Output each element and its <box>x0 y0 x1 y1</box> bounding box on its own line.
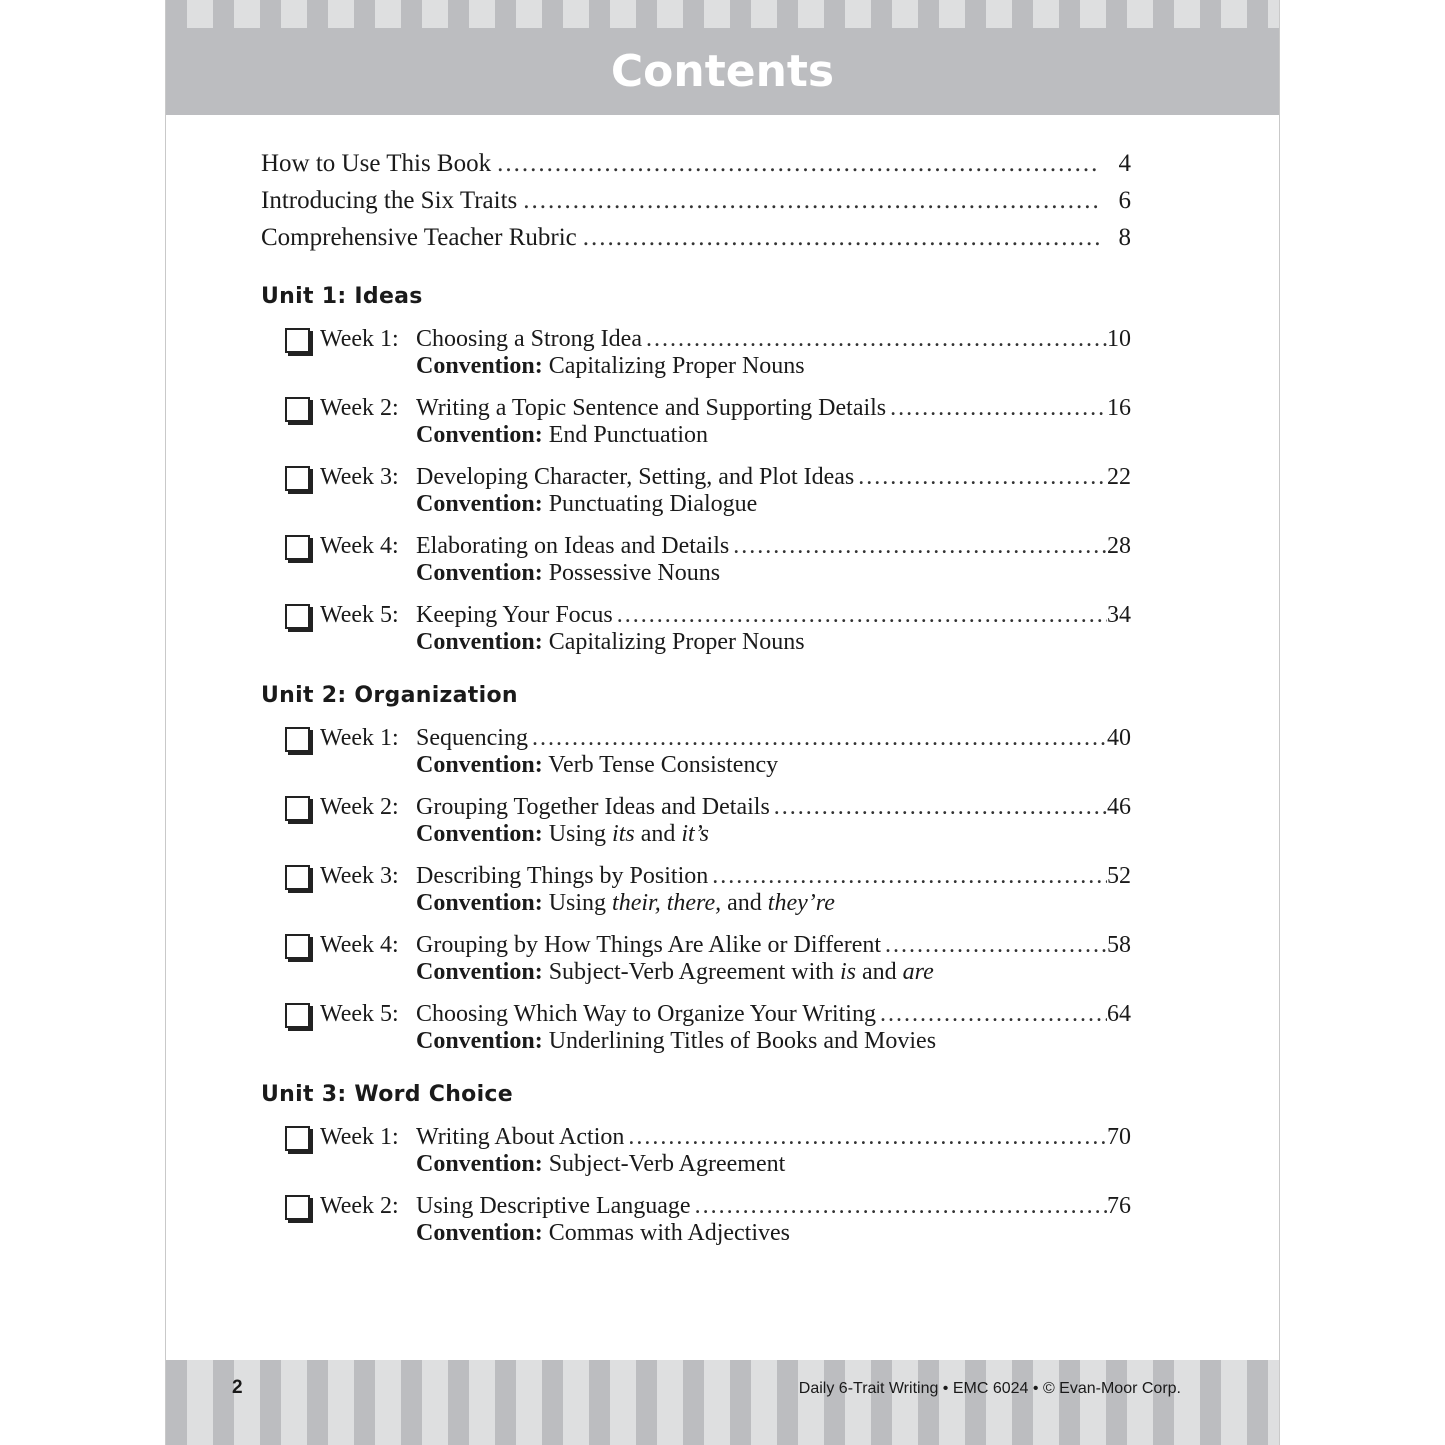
week-title: Keeping Your Focus <box>416 602 613 628</box>
week-label: Week 4: <box>320 932 399 958</box>
convention-line <box>416 1220 1131 1247</box>
week-page: 22 <box>1107 464 1131 490</box>
convention-text: Using <box>548 890 607 916</box>
week-page: 40 <box>1107 725 1131 751</box>
dot-leader <box>583 219 1101 256</box>
checkbox[interactable] <box>285 604 310 629</box>
week-label: Week 1: <box>320 326 399 352</box>
toc-entry-label: Introducing the Six Traits <box>261 187 518 214</box>
week-label: Week 3: <box>320 464 399 490</box>
table-of-contents <box>261 145 1131 1247</box>
dot-leader <box>880 1000 1107 1028</box>
week-title: Grouping Together Ideas and Details <box>416 794 770 820</box>
week-label: Week 5: <box>320 1001 399 1027</box>
convention-term: its <box>612 821 635 847</box>
week-entry <box>261 1123 1131 1178</box>
week-entry <box>261 931 1131 986</box>
week-page: 46 <box>1107 794 1131 820</box>
footer-band <box>166 1360 1279 1445</box>
convention-term: are <box>902 959 934 985</box>
week-entry <box>261 1000 1131 1055</box>
checkbox[interactable] <box>285 397 310 422</box>
toc-entry-page: 8 <box>1118 224 1131 251</box>
unit-heading: Unit 3: Word Choice <box>261 1082 513 1107</box>
week-title: Choosing a Strong Idea <box>416 326 642 352</box>
convention-term: they’re <box>767 890 835 916</box>
dot-leader <box>646 325 1107 353</box>
week-page: 52 <box>1107 863 1131 889</box>
convention-text: Possessive Nouns <box>548 560 721 586</box>
checkbox[interactable] <box>285 1195 310 1220</box>
dot-leader <box>523 182 1101 219</box>
dot-leader <box>628 1123 1107 1151</box>
footer-credit: Daily 6-Trait Writing • EMC 6024 • © Evan-Moor Corp. <box>798 1380 1181 1397</box>
week-page: 10 <box>1107 326 1131 352</box>
checkbox[interactable] <box>285 796 310 821</box>
week-entry <box>261 1192 1131 1247</box>
page-title: Contents <box>610 46 835 97</box>
checkbox[interactable] <box>285 466 310 491</box>
convention-text: Punctuating Dialogue <box>548 491 758 517</box>
convention-line <box>416 959 1131 986</box>
week-title: Writing About Action <box>416 1124 625 1150</box>
convention-text: Verb Tense Consistency <box>548 752 779 778</box>
convention-label: Convention: <box>416 491 543 517</box>
dot-leader <box>774 793 1107 821</box>
week-entry <box>261 325 1131 380</box>
week-entry <box>261 862 1131 917</box>
checkbox[interactable] <box>285 727 310 752</box>
convention-text: Capitalizing Proper Nouns <box>548 629 805 655</box>
week-title: Developing Character, Setting, and Plot Ideas <box>416 464 855 490</box>
toc-entry <box>261 182 1131 219</box>
week-title: Grouping by How Things Are Alike or Different <box>416 932 882 958</box>
convention-term: is <box>839 959 856 985</box>
week-label: Week 2: <box>320 1193 399 1219</box>
convention-label: Convention: <box>416 890 543 916</box>
checkbox[interactable] <box>285 865 310 890</box>
convention-line <box>416 821 1131 848</box>
week-title: Sequencing <box>416 725 528 751</box>
dot-leader <box>695 1192 1107 1220</box>
convention-text: and <box>727 890 762 916</box>
convention-line <box>416 1028 1131 1055</box>
convention-term: their, there, <box>612 890 722 916</box>
header-stripes <box>166 0 1279 28</box>
convention-text: Capitalizing Proper Nouns <box>548 353 805 379</box>
week-page: 70 <box>1107 1124 1131 1150</box>
toc-entry <box>261 219 1131 256</box>
week-label: Week 2: <box>320 794 399 820</box>
convention-line <box>416 890 1131 917</box>
week-entry <box>261 463 1131 518</box>
convention-label: Convention: <box>416 560 543 586</box>
dot-leader <box>890 394 1107 422</box>
week-label: Week 1: <box>320 1124 399 1150</box>
unit-heading: Unit 2: Organization <box>261 683 518 708</box>
week-title: Choosing Which Way to Organize Your Writing <box>416 1001 876 1027</box>
header-band <box>166 0 1279 115</box>
convention-line <box>416 752 1131 779</box>
convention-line <box>416 353 1131 380</box>
week-page: 28 <box>1107 533 1131 559</box>
week-entry <box>261 724 1131 779</box>
week-label: Week 5: <box>320 602 399 628</box>
convention-label: Convention: <box>416 1151 543 1177</box>
convention-label: Convention: <box>416 752 543 778</box>
week-title: Writing a Topic Sentence and Supporting Details <box>416 395 887 421</box>
week-title: Describing Things by Position <box>416 863 709 889</box>
convention-text: Commas with Adjectives <box>548 1220 790 1246</box>
week-label: Week 1: <box>320 725 399 751</box>
convention-label: Convention: <box>416 629 543 655</box>
convention-label: Convention: <box>416 1220 543 1246</box>
convention-line <box>416 422 1131 449</box>
convention-text: and <box>861 959 897 985</box>
toc-entry-page: 6 <box>1118 187 1131 214</box>
week-title: Elaborating on Ideas and Details <box>416 533 730 559</box>
convention-label: Convention: <box>416 1028 543 1054</box>
dot-leader <box>858 463 1107 491</box>
toc-entry <box>261 145 1131 182</box>
week-entry <box>261 601 1131 656</box>
week-page: 16 <box>1107 395 1131 421</box>
checkbox[interactable] <box>285 535 310 560</box>
convention-line <box>416 629 1131 656</box>
week-entry <box>261 394 1131 449</box>
convention-line <box>416 1151 1131 1178</box>
week-label: Week 4: <box>320 533 399 559</box>
convention-text: Underlining Titles of Books and Movies <box>548 1028 937 1054</box>
week-title: Using Descriptive Language <box>416 1193 691 1219</box>
convention-line <box>416 491 1131 518</box>
convention-label: Convention: <box>416 353 543 379</box>
week-page: 58 <box>1107 932 1131 958</box>
dot-leader <box>617 601 1107 629</box>
week-entry <box>261 793 1131 848</box>
toc-entry-label: Comprehensive Teacher Rubric <box>261 224 577 251</box>
week-label: Week 2: <box>320 395 399 421</box>
convention-text: and <box>640 821 676 847</box>
checkbox[interactable] <box>285 934 310 959</box>
checkbox[interactable] <box>285 328 310 353</box>
unit-heading: Unit 1: Ideas <box>261 284 423 309</box>
convention-label: Convention: <box>416 959 543 985</box>
convention-text: Using <box>548 821 607 847</box>
week-page: 76 <box>1107 1193 1131 1219</box>
convention-label: Convention: <box>416 422 543 448</box>
document-page <box>165 0 1280 1445</box>
dot-leader <box>885 931 1107 959</box>
week-entry <box>261 532 1131 587</box>
dot-leader <box>497 145 1101 182</box>
convention-line <box>416 560 1131 587</box>
week-page: 64 <box>1107 1001 1131 1027</box>
toc-entry-label: How to Use This Book <box>261 150 492 177</box>
convention-text: Subject-Verb Agreement with <box>548 959 834 985</box>
week-label: Week 3: <box>320 863 399 889</box>
dot-leader <box>712 862 1107 890</box>
convention-label: Convention: <box>416 821 543 847</box>
page-number: 2 <box>232 1377 243 1398</box>
dot-leader <box>532 724 1107 752</box>
dot-leader <box>733 532 1107 560</box>
toc-entry-page: 4 <box>1118 150 1131 177</box>
week-page: 34 <box>1107 602 1131 628</box>
checkbox[interactable] <box>285 1003 310 1028</box>
convention-text: Subject-Verb Agreement <box>548 1151 786 1177</box>
convention-term: it’s <box>681 821 709 847</box>
checkbox[interactable] <box>285 1126 310 1151</box>
convention-text: End Punctuation <box>548 422 709 448</box>
